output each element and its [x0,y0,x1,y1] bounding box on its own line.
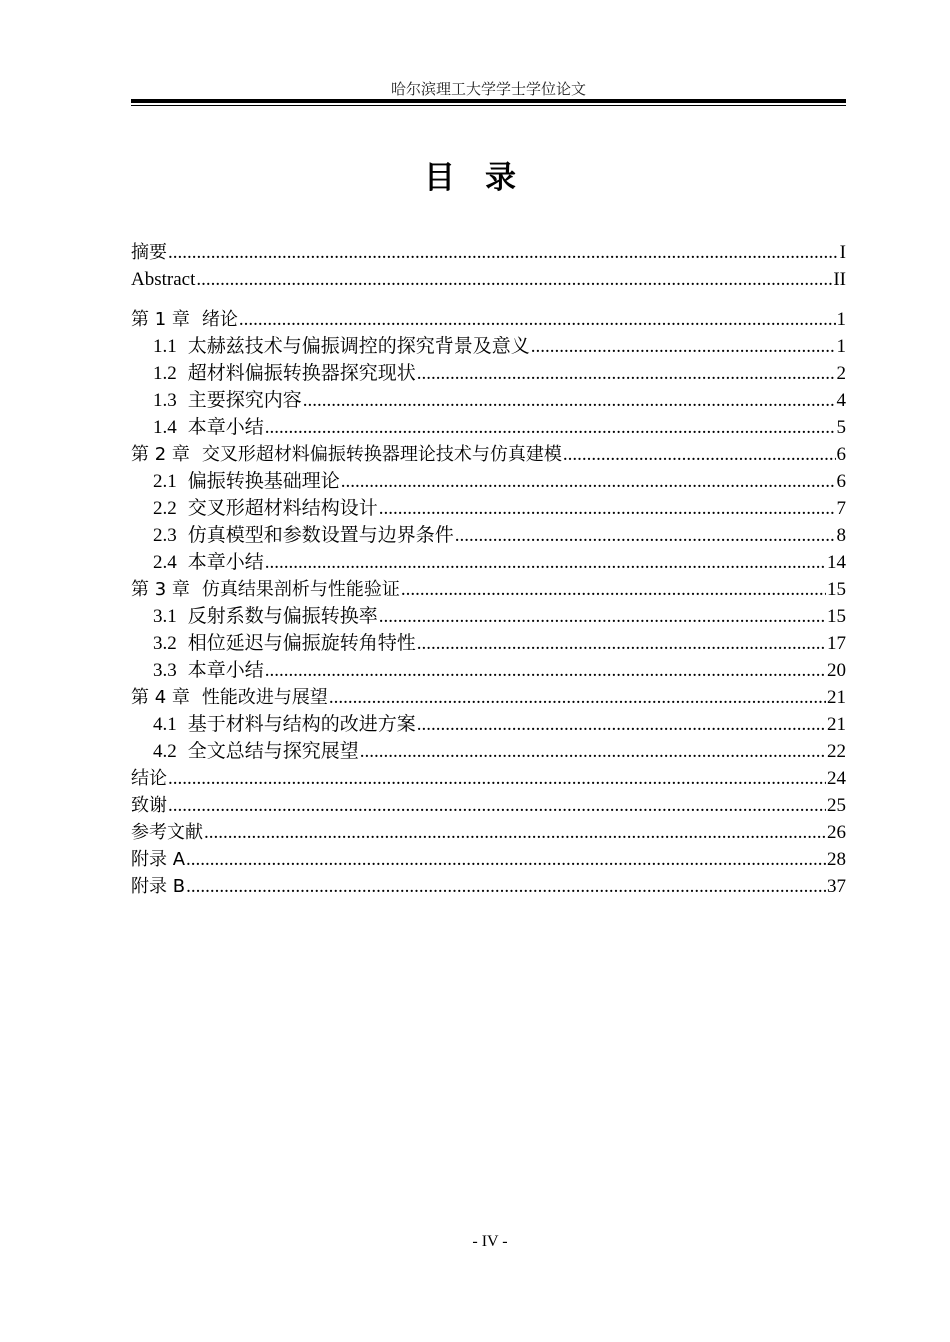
toc-leader [186,846,826,873]
toc-page-number: 4 [836,390,846,411]
toc-page-number: 22 [827,741,846,762]
toc-section-number: 1.4 [153,417,177,438]
toc-entry-text: 交叉形超材料偏振转换器理论技术与仿真建模 [201,444,562,465]
toc-page-number: 37 [827,876,846,897]
toc-entry-text: 性能改进与展望 [201,687,328,708]
toc-entry-text: 附录 A [131,849,186,870]
toc-section-2-1[interactable] [131,468,846,495]
toc-chapter-number: 第 4 章 [131,687,190,708]
toc-section-number: 1.2 [153,363,177,384]
toc-section-number: 3.2 [153,633,177,654]
toc-section-number: 2.1 [153,471,177,492]
toc-entry-text: 参考文献 [131,822,203,843]
toc-leader [401,576,826,603]
toc-section-3-3[interactable] [131,657,846,684]
toc-entry-text: 本章小结 [187,417,264,438]
toc-leader [417,711,826,738]
toc-page-number: 15 [827,606,846,627]
toc-chapter-4[interactable] [131,684,846,711]
toc-page-number: 25 [827,795,846,816]
toc-chapter-2[interactable] [131,441,846,468]
toc-page-number: 15 [827,579,846,600]
toc-page-number: 1 [836,309,846,330]
toc-chapter-number: 第 2 章 [131,444,190,465]
toc-section-number: 3.1 [153,606,177,627]
toc-page-number: 24 [827,768,846,789]
toc-entry-text: 全文总结与探究展望 [187,741,359,762]
toc-page-number: 20 [827,660,846,681]
toc-leader [417,630,826,657]
toc-section-number: 2.2 [153,498,177,519]
toc-chapter-3[interactable] [131,576,846,603]
toc-entry-appendix-a[interactable] [131,846,846,873]
toc-leader [360,738,826,765]
toc-leader [265,549,826,576]
toc-leader [186,873,826,900]
toc-entry-text: 超材料偏振转换器探究现状 [187,363,416,384]
toc-entry-text: 主要探究内容 [187,390,302,411]
toc-entry-text: 偏振转换基础理论 [187,471,340,492]
toc-page-number: 5 [836,417,846,438]
toc-leader [417,360,836,387]
toc-entry-references[interactable] [131,819,846,846]
toc-leader [303,387,836,414]
running-header: 哈尔滨理工大学学士学位论文 [390,82,586,98]
table-of-contents [131,239,846,900]
toc-page-number: 21 [827,714,846,735]
toc-section-number: 1.1 [153,336,177,357]
toc-leader [168,792,826,819]
toc-section-number: 4.2 [153,741,177,762]
toc-page-number: 1 [836,336,846,357]
toc-leader [239,306,836,333]
toc-leader [329,684,826,711]
toc-chapter-1[interactable] [131,306,846,333]
toc-section-number: 1.3 [153,390,177,411]
page-title: 目录 [424,160,546,196]
toc-section-1-1[interactable] [131,333,846,360]
toc-page-number: 8 [836,525,846,546]
toc-page-number: 28 [827,849,846,870]
toc-entry-text: 致谢 [131,795,167,816]
toc-entry-text: 本章小结 [187,552,264,573]
toc-entry-text: 相位延迟与偏振旋转角特性 [187,633,416,654]
toc-page-number: 21 [827,687,846,708]
toc-page-number: 6 [836,444,846,465]
toc-leader [196,266,832,293]
toc-entry-appendix-b[interactable] [131,873,846,900]
page-number-footer: - IV - [472,1233,508,1250]
toc-leader [455,522,836,549]
toc-section-4-2[interactable] [131,738,846,765]
toc-section-2-3[interactable] [131,522,846,549]
toc-section-2-4[interactable] [131,549,846,576]
toc-section-1-4[interactable] [131,414,846,441]
toc-leader [341,468,836,495]
toc-entry-text: Abstract [131,269,196,290]
toc-page-number: 14 [827,552,846,573]
toc-page-number: 7 [836,498,846,519]
toc-entry-text: 基于材料与结构的改进方案 [187,714,416,735]
toc-entry-abstract-en[interactable] [131,266,846,293]
toc-entry-text: 交叉形超材料结构设计 [187,498,378,519]
toc-leader [265,414,836,441]
toc-entry-text: 摘要 [131,242,167,263]
toc-entry-text: 仿真模型和参数设置与边界条件 [187,525,454,546]
toc-section-number: 3.3 [153,660,177,681]
toc-leader [265,657,826,684]
toc-entry-abstract-cn[interactable] [131,239,846,266]
toc-section-1-2[interactable] [131,360,846,387]
toc-section-3-1[interactable] [131,603,846,630]
toc-section-4-1[interactable] [131,711,846,738]
toc-page-number: 2 [836,363,846,384]
toc-page-number: 26 [827,822,846,843]
toc-page-number: I [839,242,846,263]
toc-entry-text: 太赫兹技术与偏振调控的探究背景及意义 [187,336,530,357]
toc-entry-text: 结论 [131,768,167,789]
toc-leader [563,441,836,468]
toc-section-number: 4.1 [153,714,177,735]
toc-page-number: 6 [836,471,846,492]
toc-entry-text: 仿真结果剖析与性能验证 [201,579,400,600]
header-rule-thin [131,105,846,106]
toc-chapter-number: 第 1 章 [131,309,190,330]
toc-leader [168,239,839,266]
toc-section-number: 2.3 [153,525,177,546]
toc-leader [204,819,826,846]
toc-leader [379,603,826,630]
toc-chapter-number: 第 3 章 [131,579,190,600]
toc-leader [168,765,826,792]
toc-section-1-3[interactable] [131,387,846,414]
toc-entry-text: 附录 B [131,876,186,897]
toc-entry-text: 本章小结 [187,660,264,681]
toc-entry-text: 反射系数与偏振转换率 [187,606,378,627]
header-rule-thick [131,99,846,103]
toc-section-2-2[interactable] [131,495,846,522]
toc-leader [379,495,836,522]
toc-section-number: 2.4 [153,552,177,573]
toc-leader [531,333,836,360]
toc-page-number: II [833,269,846,290]
toc-entry-acknowledgements[interactable] [131,792,846,819]
toc-entry-text: 绪论 [201,309,238,330]
toc-page-number: 17 [827,633,846,654]
toc-section-3-2[interactable] [131,630,846,657]
toc-entry-conclusion[interactable] [131,765,846,792]
